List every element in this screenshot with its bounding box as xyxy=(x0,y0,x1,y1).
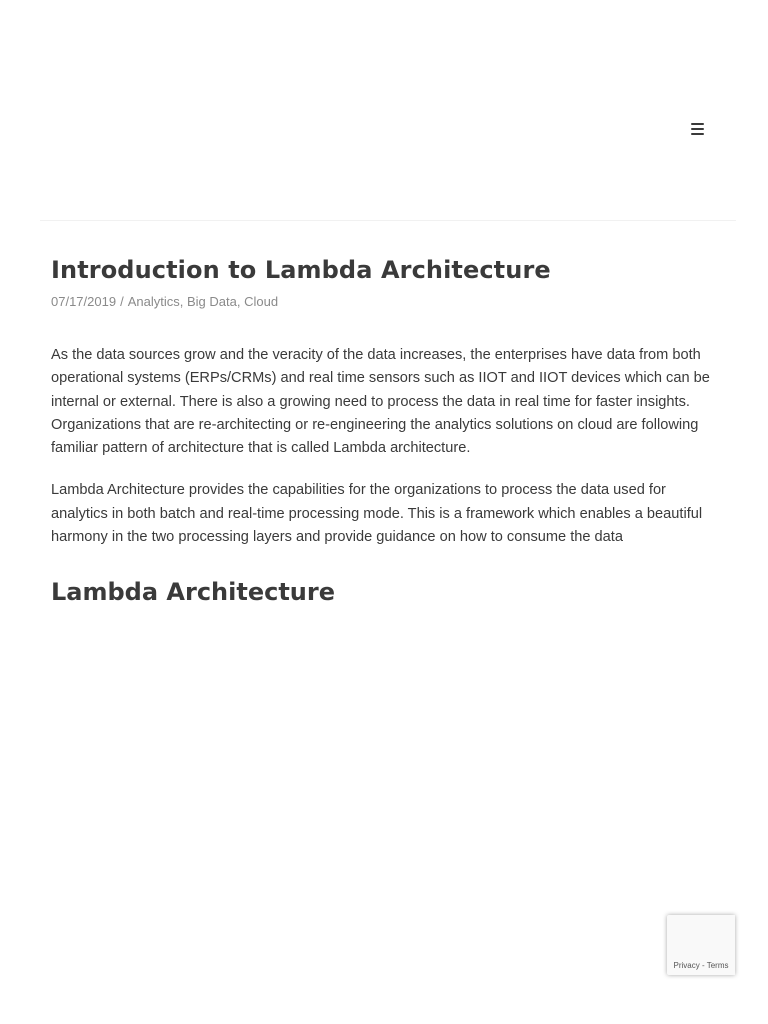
category-link-analytics[interactable]: Analytics xyxy=(127,294,180,309)
post-meta: 07/17/2019 / Analytics, Big Data, Cloud xyxy=(51,294,279,309)
recaptcha-separator: - xyxy=(699,961,707,970)
post-title: Introduction to Lambda Architecture xyxy=(51,256,551,284)
section-heading: Lambda Architecture xyxy=(51,578,336,607)
recaptcha-terms-link[interactable]: Terms xyxy=(706,961,729,970)
header-divider xyxy=(40,220,736,221)
category-link-cloud[interactable]: Cloud xyxy=(244,294,279,309)
recaptcha-badge[interactable] xyxy=(667,915,735,975)
category-link-big-data[interactable]: Big Data xyxy=(186,294,237,309)
paragraph: As the data sources grow and the veracity of the data increases, the enterprises have data from both operational systems (ERPs/CRMs) and real time sensors such as IIOT and IIOT devices which can be internal or external. There is also a growing need to process the data in real time for faster insights. Organizations that are re-architecting or re-engineering the analytics solutions on cloud are following familiar pattern of architecture that is called Lambda architecture. xyxy=(51,347,710,457)
site-header xyxy=(0,0,768,220)
recaptcha-links xyxy=(667,961,735,971)
article xyxy=(51,250,723,609)
post-date: 07/17/2019 xyxy=(51,294,117,309)
menu-toggle-button[interactable] xyxy=(684,116,710,142)
meta-separator: / xyxy=(120,294,124,309)
recaptcha-privacy-link[interactable]: Privacy xyxy=(673,961,700,970)
hamburger-icon xyxy=(691,123,704,135)
paragraph: Lambda Architecture provides the capabilities for the organizations to process the data used for analytics in both batch and real-time processing mode. This is a framework which enables a beautiful harmony in the two processing layers and provide guidance on how to consume the data xyxy=(51,482,703,546)
post-body xyxy=(51,344,723,609)
